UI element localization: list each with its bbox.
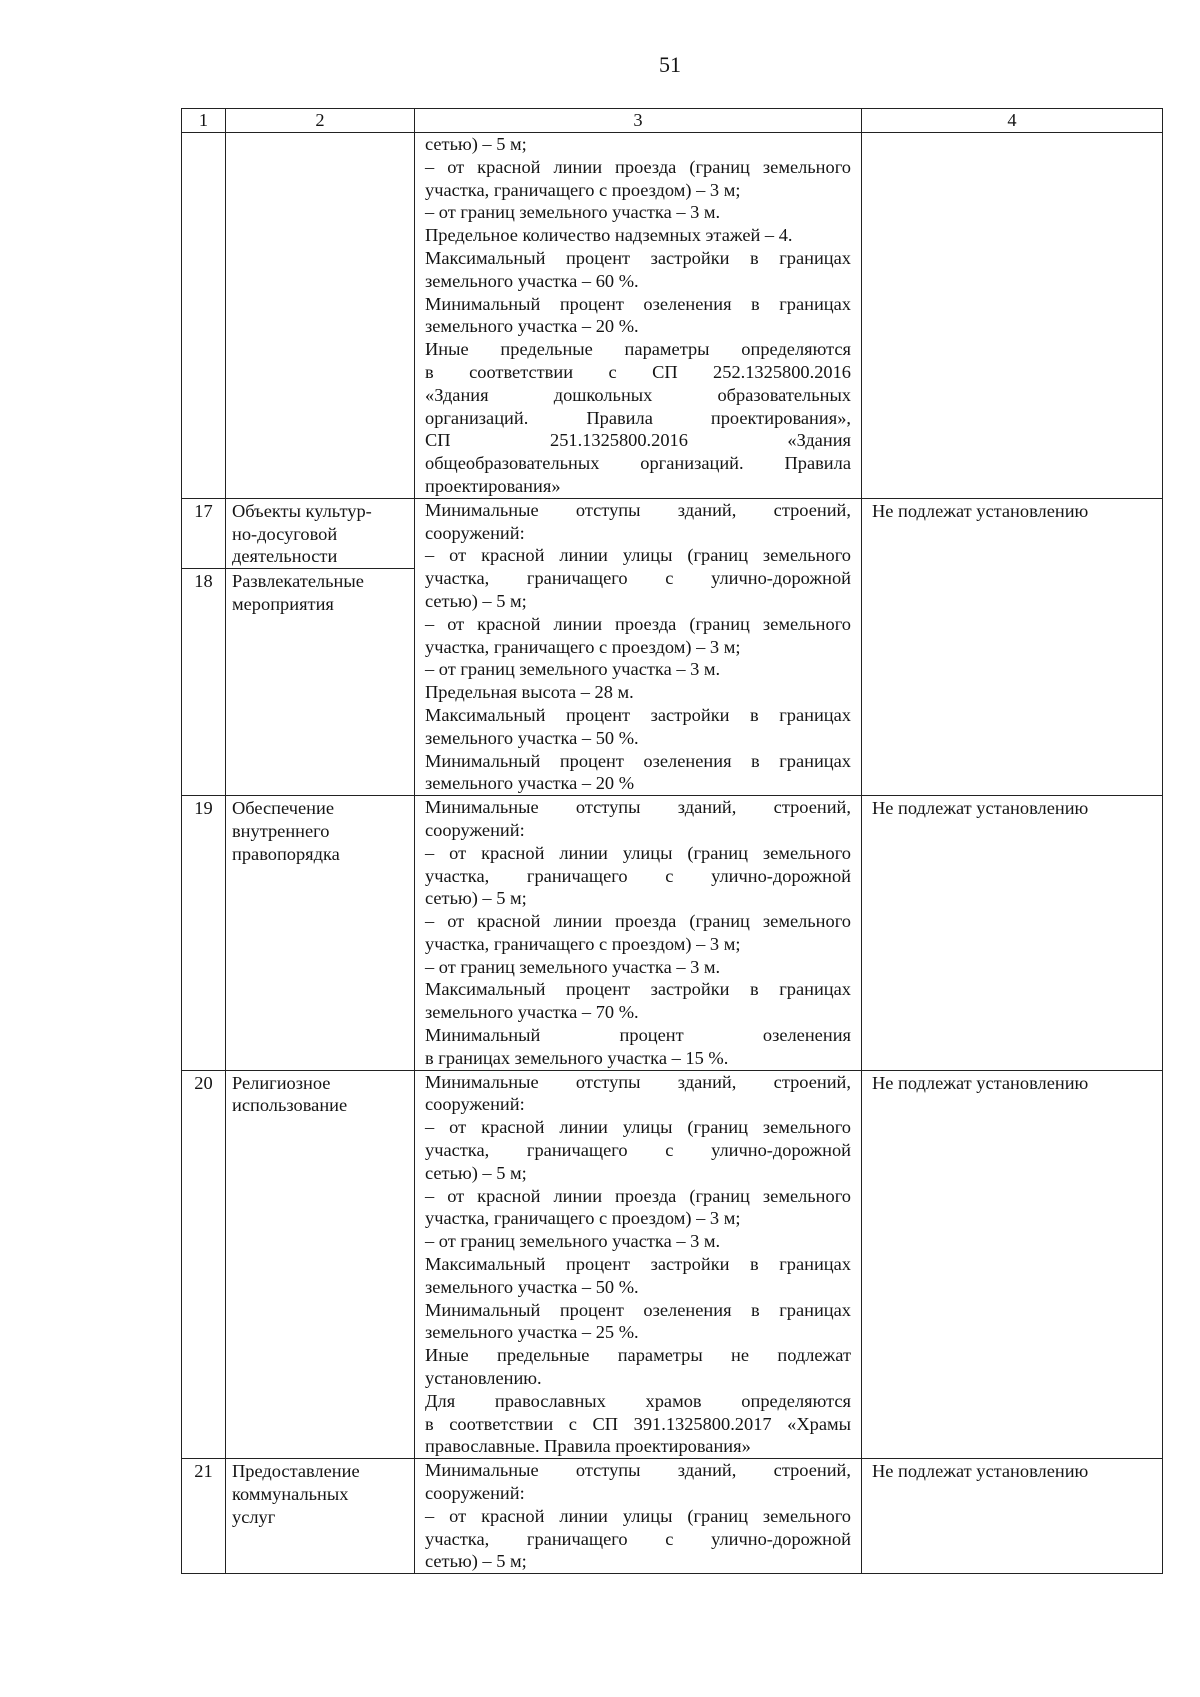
param-line: – от границ земельного участка – 3 м. (425, 202, 721, 223)
param-line: участка, граничащего с улично-дорожной (425, 865, 851, 886)
name-line: использование (232, 1095, 348, 1116)
param-line: участка, граничащего с проездом) – 3 м; (425, 1208, 741, 1229)
param-line: – от красной линии улицы (границ земельного (425, 545, 851, 566)
param-line: Максимальный процент застройки в границах (425, 247, 851, 268)
row-params-cell (415, 133, 862, 499)
name-line: внутреннего (232, 820, 330, 841)
param-line: – от красной линии улицы (границ земельного (425, 842, 851, 863)
param-line: Максимальный процент застройки в границах (425, 1254, 851, 1275)
name-line: но-досуговой (232, 523, 338, 544)
row-number-cell: 20 (182, 1070, 226, 1459)
param-line: – от границ земельного участка – 3 м. (425, 956, 721, 977)
param-line: в соответствии с СП 391.1325800.2017 «Храмы (425, 1413, 851, 1434)
param-line: в соответствии с СП 252.1325800.2016 (425, 361, 851, 382)
param-line: участка, граничащего с улично-дорожной (425, 1140, 851, 1161)
param-line: Минимальные отступы зданий, строений, (425, 797, 851, 818)
name-line: правопорядка (232, 843, 340, 864)
row-params-cell (415, 498, 862, 795)
param-line: Предельная высота – 28 м. (425, 682, 634, 703)
param-line: в границах земельного участка – 15 %. (425, 1047, 729, 1068)
param-line: сооружений: (425, 819, 525, 840)
name-line: Развлекательные (232, 571, 364, 592)
regulations-table (181, 108, 1163, 1574)
param-line: Минимальный процент озеленения в границах (425, 750, 851, 771)
header-col-3: 3 (415, 109, 862, 133)
param-line: участка, граничащего с проездом) – 3 м; (425, 179, 741, 200)
param-line: организаций. Правила проектирования», (425, 407, 851, 428)
row-name-cell (226, 1459, 415, 1574)
row-number-cell: 18 (182, 569, 226, 796)
header-col-1: 1 (182, 109, 226, 133)
row-number-cell: 17 (182, 498, 226, 568)
param-line: земельного участка – 70 %. (425, 1002, 639, 1023)
name-line: Объекты культур- (232, 500, 372, 521)
page-number: 51 (659, 52, 681, 77)
param-line: Иные предельные параметры определяются (425, 339, 851, 360)
name-line: Обеспечение (232, 798, 334, 819)
row-number-cell (182, 133, 226, 499)
param-line: участка, граничащего с проездом) – 3 м; (425, 933, 741, 954)
param-line: – от красной линии проезда (границ земельного (425, 156, 851, 177)
row-params-cell (415, 1459, 862, 1574)
row-number-cell: 19 (182, 796, 226, 1071)
param-line: сетью) – 5 м; (425, 888, 527, 909)
param-line: земельного участка – 20 %. (425, 316, 639, 337)
row-name-cell (226, 1070, 415, 1459)
param-line: – от красной линии проезда (границ земельного (425, 613, 851, 634)
row-note-cell (862, 133, 1163, 499)
header-col-4: 4 (862, 109, 1163, 133)
param-line: Максимальный процент застройки в границах (425, 979, 851, 1000)
row-params-cell (415, 1070, 862, 1459)
param-line: Минимальный процент озеленения в границах (425, 293, 851, 314)
param-line: сетью) – 5 м; (425, 134, 527, 154)
param-line: – от красной линии проезда (границ земельного (425, 911, 851, 932)
param-line: – от границ земельного участка – 3 м. (425, 1231, 721, 1252)
param-line: сетью) – 5 м; (425, 1551, 527, 1572)
param-line: православные. Правила проектирования» (425, 1436, 751, 1457)
row-name-cell (226, 569, 415, 796)
table-row (182, 1070, 1163, 1459)
param-line: СП 251.1325800.2016 «Здания (425, 430, 851, 451)
param-line: сооружений: (425, 522, 525, 543)
param-line: Иные предельные параметры не подлежат (425, 1345, 851, 1366)
param-line: сетью) – 5 м; (425, 590, 527, 611)
param-line: участка, граничащего с улично-дорожной (425, 568, 851, 589)
param-line: – от красной линии проезда (границ земельного (425, 1185, 851, 1206)
name-line: Религиозное (232, 1072, 331, 1093)
row-note-cell: Не подлежат установлению (862, 796, 1163, 1071)
table-row (182, 796, 1163, 1071)
param-line: проектирования» (425, 475, 561, 496)
row-note-cell: Не подлежат установлению (862, 1070, 1163, 1459)
param-line: – от красной линии улицы (границ земельного (425, 1117, 851, 1138)
param-line: установлению. (425, 1368, 542, 1389)
name-line: деятельности (232, 546, 338, 567)
param-line: сооружений: (425, 1483, 525, 1504)
param-line: – от границ земельного участка – 3 м. (425, 659, 721, 680)
row-name-cell (226, 796, 415, 1071)
param-line: участка, граничащего с улично-дорожной (425, 1528, 851, 1549)
param-line: участка, граничащего с проездом) – 3 м; (425, 636, 741, 657)
name-line: Предоставление (232, 1461, 360, 1482)
name-line: коммунальных (232, 1484, 349, 1505)
table-row (182, 498, 1163, 568)
param-line: Минимальный процент озеленения (425, 1025, 851, 1046)
param-line: – от красной линии улицы (границ земельного (425, 1505, 851, 1526)
table-row (182, 133, 1163, 499)
row-name-cell (226, 133, 415, 499)
header-col-2: 2 (226, 109, 415, 133)
row-params-cell (415, 796, 862, 1071)
param-line: земельного участка – 50 %. (425, 1276, 639, 1297)
param-line: земельного участка – 20 % (425, 773, 635, 794)
row-name-cell (226, 498, 415, 568)
row-note-cell: Не подлежат установлению (862, 1459, 1163, 1574)
table-header-row (182, 109, 1163, 133)
row-note-cell: Не подлежат установлению (862, 498, 1163, 795)
row-number-cell: 21 (182, 1459, 226, 1574)
param-line: Минимальный процент озеленения в границах (425, 1299, 851, 1320)
name-line: мероприятия (232, 593, 334, 614)
table-row (182, 1459, 1163, 1574)
name-line: услуг (232, 1506, 276, 1527)
param-line: Минимальные отступы зданий, строений, (425, 499, 851, 520)
param-line: «Здания дошкольных образовательных (425, 384, 851, 405)
param-line: Минимальные отступы зданий, строений, (425, 1071, 851, 1092)
param-line: земельного участка – 50 %. (425, 727, 639, 748)
param-line: сетью) – 5 м; (425, 1162, 527, 1183)
param-line: общеобразовательных организаций. Правила (425, 453, 851, 474)
param-line: Максимальный процент застройки в границах (425, 704, 851, 725)
param-line: земельного участка – 25 %. (425, 1322, 639, 1343)
param-line: земельного участка – 60 %. (425, 270, 639, 291)
param-line: сооружений: (425, 1094, 525, 1115)
param-line: Для православных храмов определяются (425, 1390, 851, 1411)
param-line: Предельное количество надземных этажей – 4. (425, 225, 793, 246)
param-line: Минимальные отступы зданий, строений, (425, 1460, 851, 1481)
